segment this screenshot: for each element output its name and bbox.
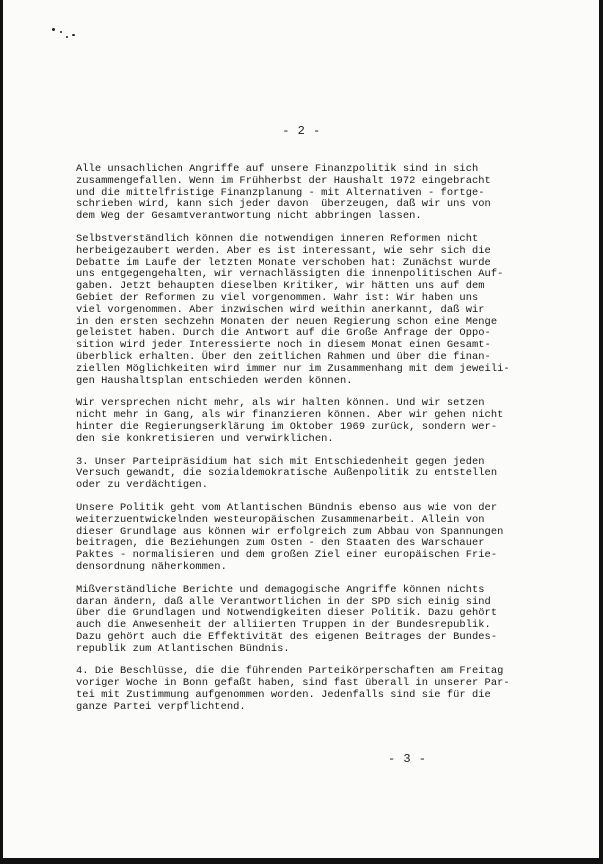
page-number-top: - 2 - bbox=[282, 124, 321, 138]
paragraph-resolutions: 4. Die Beschlüsse, die die führenden Parteikörperschaften am Freitag voriger Woche in Bonn gefaßt haben, sind fast überall in unserer Par- tei mit Zustimmung aufgenommen worden. Jedenfalls sind sie für die ganze Partei verpflichtend. bbox=[76, 665, 510, 713]
paragraph-party-presidium: 3. Unser Parteipräsidium hat sich mit Entschiedenheit gegen jeden Versuch gewandt, die sozialdemokratische Außenpolitik zu entstellen oder zu verdächtigen. bbox=[76, 455, 498, 492]
body-text bbox=[76, 164, 556, 725]
scan-speck bbox=[66, 36, 68, 38]
scan-edge-bottom bbox=[0, 858, 603, 864]
paragraph-misunderstandings: Mißverständliche Berichte und demagogische Angriffe können nichts daran ändern, daß alle Verantwortlichen in der SPD sich einig sind über die Grundlagen und Notwendigkeiten dieser Politik. Dazu gehört auch die Anwesenheit der alliierten Truppen in der Bundesrepublik. Dazu gehört auch die Effektivität des eigenen Beitrages der Bundes- republik zum Atlantischen Bündnis. bbox=[76, 583, 498, 655]
paragraph-promises: Wir versprechen nicht mehr, als wir halten können. Und wir setzen nicht mehr in Gang, als wir finanzieren können. Aber wir gehen nicht hinter die Regierungserklärung im Oktober 1969 zurück, sondern wer- den sie konkretisieren und verwirklichen. bbox=[76, 397, 504, 445]
scan-speck bbox=[60, 31, 62, 33]
paragraph-atlantic-alliance: Unsere Politik geht vom Atlantischen Bündnis ebenso aus wie von der weiterzuentwickelnden westeuropäischen Zusammenarbeit. Allein von dieser Grundlage aus können wir erfolgreich zum Abbau von Spannungen beitragen, die Beziehungen zum Osten - den Staaten des Warschauer Paktes - normalisieren und dem großen Ziel einer europäischen Frie- densordnung näherkommen. bbox=[76, 501, 504, 573]
paragraph-finance-policy: Alle unsachlichen Angriffe auf unsere Finanzpolitik sind in sich zusammengefallen. Wenn im Frühherbst der Haushalt 1972 eingebracht und die mittelfristige Finanzplanung - mit Alternativen - fortge- schrieben wird, kann sich jeder davon überzeugen, daß wir uns von dem Weg der Gesamtverantwortung nicht abbringen lassen. bbox=[76, 163, 491, 223]
scan-speck bbox=[52, 28, 55, 31]
scan-speck bbox=[72, 34, 75, 36]
page-number-bottom: - 3 - bbox=[388, 752, 427, 766]
paragraph-reforms: Selbstverständlich können die notwendigen inneren Reformen nicht herbeigezaubert werden. Aber es ist interessant, wie sehr sich die Debatte im Laufe der letzten Monate verschoben hat: Zunächst wurde uns entgegengehalten, wir vernachlässigten die innenpolitischen Auf- gaben. Jetzt behaupten dieselben Kritiker, wir hätten uns auf dem Gebiet der Reformen zu viel vorgenommen. Wahr ist: Wir haben uns viel vorgenommen. Aber inzwischen wird weithin anerkannt, daß wir in den ersten sechzehn Monaten der neuen Regierung schon eine Menge geleistet haben. Durch die Antwort auf die Große Anfrage der Oppo- sition wird jeder Interessierte noch in diesem Monat einen Gesamt- überblick erhalten. Über den zeitlichen Rahmen und über die finan- ziellen Möglichkeiten wird immer nur im Zusammenhang mit dem jeweili- gen Haushaltsplan entschieden werden können. bbox=[76, 232, 510, 387]
